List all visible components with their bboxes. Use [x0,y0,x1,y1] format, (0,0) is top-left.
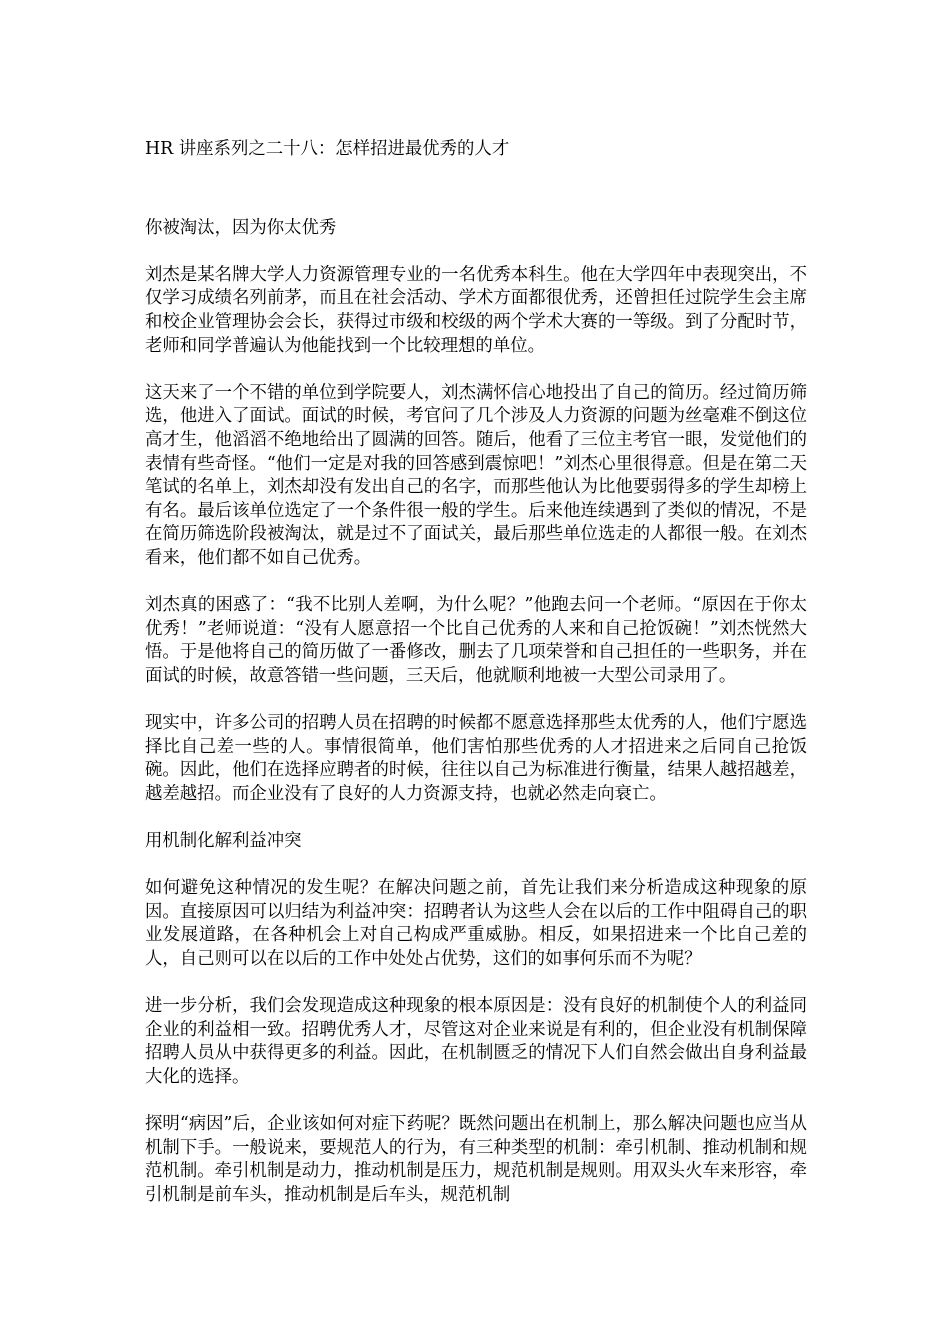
paragraph: 进一步分析，我们会发现造成这种现象的根本原因是：没有良好的机制使个人的利益同企业的利益相一致。招聘优秀人才，尽管这对企业来说是有利的，但企业没有机制保障招聘人员从中获得更多的利益。因此，在机制匮乏的情况下人们自然会做出自身利益最大化的选择。 [145,996,807,1087]
paragraph: 刘杰是某名牌大学人力资源管理专业的一名优秀本科生。他在大学四年中表现突出，不仅学习成绩名列前茅，而且在社会活动、学术方面都很优秀，还曾担任过院学生会主席和校企业管理协会会长，获得过市级和校级的两个学术大赛的一等级。到了分配时节，老师和同学普遍认为他能找到一个比较理想的单位。 [145,264,807,356]
section-1 [145,217,807,807]
paragraph: 探明“病因”后，企业该如何对症下药呢？既然问题出在机制上，那么解决问题也应当从机制下手。一般说来，要规范人的行为，有三种类型的机制：牵引机制、推动机制和规范机制。牵引机制是动力，推动机制是压力，规范机制是规则。用双头火车来形容，牵引机制是前车头，推动机制是后车头，规范机制 [145,1114,807,1205]
paragraph: 这天来了一个不错的单位到学院要人，刘杰满怀信心地投出了自己的简历。经过简历筛选，他进入了面试。面试的时候，考官问了几个涉及人力资源的问题为丝毫难不倒这位高才生，他滔滔不绝地给出了圆满的回答。随后，他看了三位主考官一眼，发觉他们的表情有些奇怪。“他们一定是对我的回答感到震惊吧！”刘杰心里很得意。但是在第二天笔试的名单上，刘杰却没有发出自己的名字，而那些他认为比他要弱得多的学生却榜上有名。最后该单位选定了一个条件很一般的学生。后来他连续遇到了类似的情况，不是在简历筛选阶段被淘汰，就是过不了面试关，最后那些单位选走的人都很一般。在刘杰看来，他们都不如自己优秀。 [145,382,807,568]
section-heading: 用机制化解利益冲突 [145,831,302,852]
section-heading: 你被淘汰，因为你太优秀 [145,217,337,238]
paragraph: 刘杰真的困惑了：“我不比别人差啊，为什么呢？”他跑去问一个老师。“原因在于你太优秀！”老师说道：“没有人愿意招一个比自己优秀的人来和自己抢饭碗！”刘杰恍然大悟。于是他将自己的简历做了一番修改，删去了几项荣誉和自己担任的一些职务，并在面试的时候，故意答错一些问题，三天后，他就顺利地被一大型公司录用了。 [145,595,807,686]
paragraph: 现实中，许多公司的招聘人员在招聘的时候都不愿意选择那些太优秀的人，他们宁愿选择比自己差一些的人。事情很简单，他们害怕那些优秀的人才招进来之后同自己抢饭碗。因此，他们在选择应聘者的时候，往往以自己为标准进行衡量，结果人越招越差，越差越招。而企业没有了良好的人力资源支持，也就必然走向衰亡。 [145,713,807,804]
section-2 [145,830,807,1208]
document-body [145,138,807,1231]
paragraph: 如何避免这种情况的发生呢？在解决问题之前，首先让我们来分析造成这种现象的原因。直接原因可以归结为利益冲突：招聘者认为这些人会在以后的工作中阻碍自己的职业发展道路，在各种机会上对自己构成严重威胁。相反，如果招进来一个比自己差的人，自己则可以在以后的工作中处处占优势，这们的如事何乐而不为呢？ [145,878,807,969]
document-title: HR 讲座系列之二十八：怎样招进最优秀的人才 [145,139,510,159]
